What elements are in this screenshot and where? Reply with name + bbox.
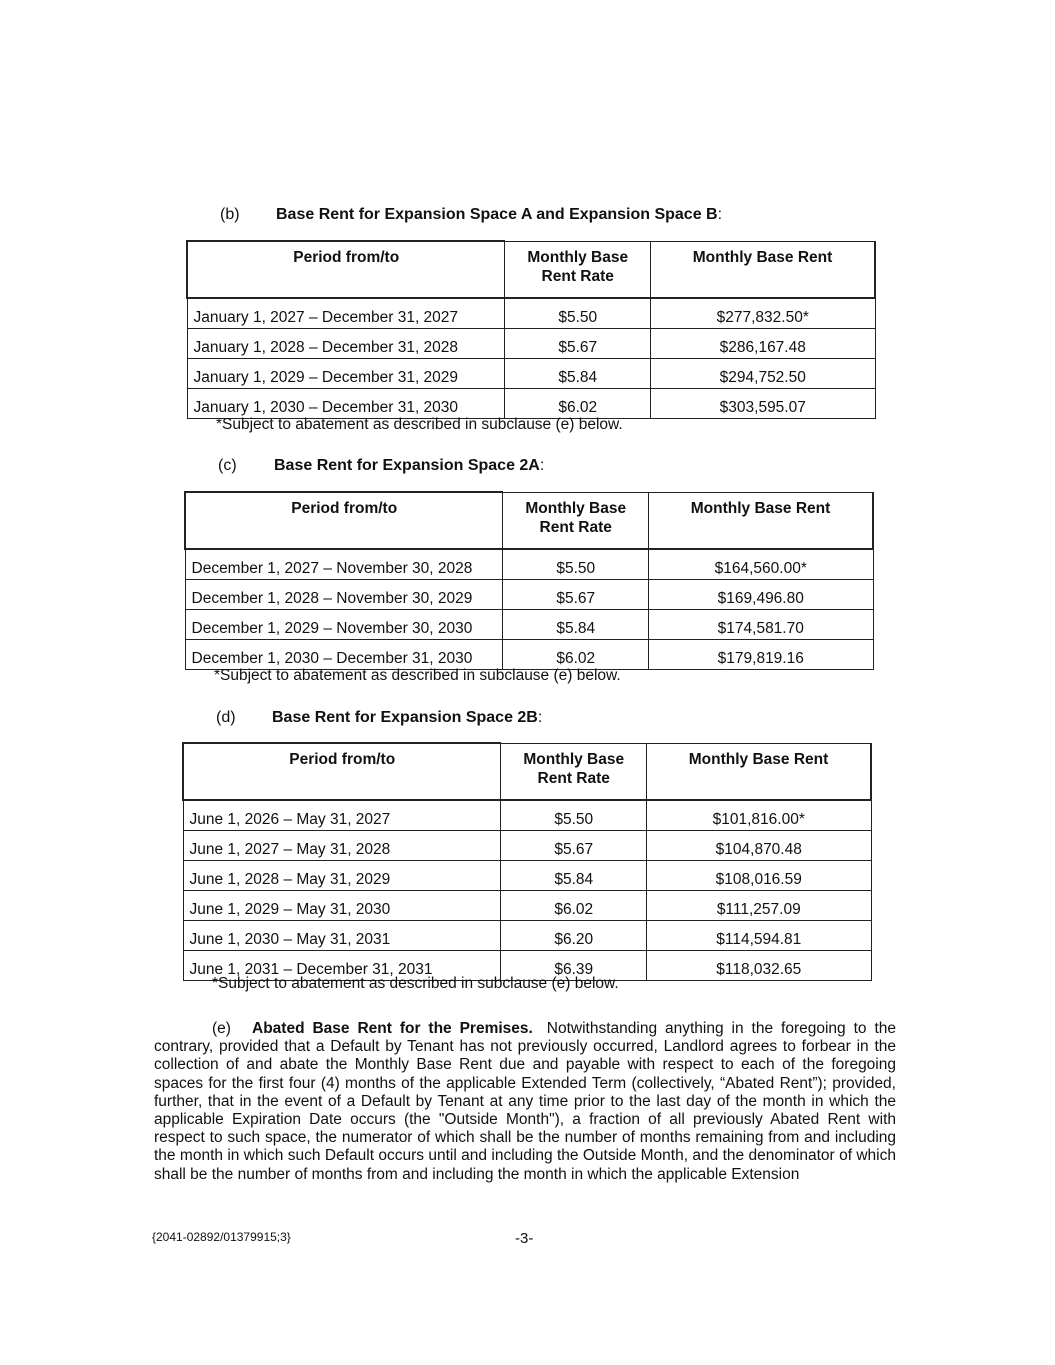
rate-cell: $6.02	[501, 891, 647, 921]
rent-cell: $174,581.70	[649, 610, 873, 640]
table-row	[185, 549, 873, 580]
table-row	[185, 580, 873, 610]
table-row	[183, 800, 871, 831]
section-title: Base Rent for Expansion Space 2B	[272, 709, 538, 726]
rent-cell: $277,832.50*	[651, 298, 875, 329]
rate-header-line2: Rent Rate	[539, 518, 612, 536]
rent-cell: $111,257.09	[647, 891, 871, 921]
rate-header	[505, 241, 651, 298]
section-c-heading	[218, 457, 544, 475]
abatement-note: *Subject to abatement as described in subclause (e) below.	[212, 975, 619, 992]
rent-header: Monthly Base Rent	[651, 241, 875, 298]
rate-cell: $5.50	[503, 549, 649, 580]
section-letter: (d)	[216, 709, 236, 726]
rate-cell: $5.50	[501, 800, 647, 831]
paragraph-e	[154, 1020, 896, 1184]
period-cell: June 1, 2030 – May 31, 2031	[183, 921, 501, 951]
period-cell: June 1, 2026 – May 31, 2027	[183, 800, 501, 831]
period-header: Period from/to	[187, 241, 505, 298]
table-row	[183, 921, 871, 951]
rate-cell: $6.02	[505, 389, 651, 419]
table-header-row	[187, 241, 875, 298]
table-row	[183, 831, 871, 861]
rate-cell: $6.20	[501, 921, 647, 951]
period-header: Period from/to	[183, 743, 501, 800]
rent-table-c	[184, 491, 874, 670]
rate-header	[501, 743, 647, 800]
abatement-note: *Subject to abatement as described in subclause (e) below.	[214, 667, 621, 684]
table-row	[185, 640, 873, 670]
table-row	[187, 329, 875, 359]
rent-cell: $286,167.48	[651, 329, 875, 359]
rate-cell: $5.84	[501, 861, 647, 891]
rent-cell: $303,595.07	[651, 389, 875, 419]
paragraph-label: (e)	[212, 1020, 231, 1037]
rent-cell: $164,560.00*	[649, 549, 873, 580]
rate-header-line2: Rent Rate	[541, 267, 614, 285]
rent-table-b	[186, 240, 876, 419]
rent-cell: $108,016.59	[647, 861, 871, 891]
rent-cell: $118,032.65	[647, 951, 871, 981]
rent-cell: $179,819.16	[649, 640, 873, 670]
rent-table-d	[182, 742, 872, 981]
period-cell: June 1, 2028 – May 31, 2029	[183, 861, 501, 891]
page-number: -3-	[515, 1230, 534, 1247]
rate-cell: $5.67	[505, 329, 651, 359]
rent-cell: $104,870.48	[647, 831, 871, 861]
rate-cell: $6.02	[503, 640, 649, 670]
table-row	[187, 359, 875, 389]
table-row	[187, 389, 875, 419]
period-cell: December 1, 2027 – November 30, 2028	[185, 549, 503, 580]
paragraph-title: Abated Base Rent for the Premises.	[252, 1020, 533, 1037]
period-cell: January 1, 2027 – December 31, 2027	[187, 298, 505, 329]
table-row	[183, 861, 871, 891]
section-title: Base Rent for Expansion Space A and Expansion Space B	[276, 206, 718, 223]
rate-cell: $5.84	[505, 359, 651, 389]
document-id: {2041-02892/01379915;3}	[152, 1230, 291, 1244]
period-cell: January 1, 2028 – December 31, 2028	[187, 329, 505, 359]
period-cell: June 1, 2027 – May 31, 2028	[183, 831, 501, 861]
section-b-heading	[220, 206, 722, 224]
table-header-row	[185, 492, 873, 549]
section-letter: (b)	[220, 206, 240, 223]
rate-header-line1: Monthly Base	[527, 248, 629, 266]
rate-cell: $5.67	[501, 831, 647, 861]
rent-cell: $169,496.80	[649, 580, 873, 610]
rate-header-line1: Monthly Base	[525, 499, 627, 517]
section-punct: :	[539, 457, 545, 474]
rent-cell: $114,594.81	[647, 921, 871, 951]
rate-cell: $6.39	[501, 951, 647, 981]
rate-header-line2: Rent Rate	[537, 769, 610, 787]
section-letter: (c)	[218, 457, 237, 474]
period-cell: June 1, 2029 – May 31, 2030	[183, 891, 501, 921]
period-cell: June 1, 2031 – December 31, 2031	[183, 951, 501, 981]
rent-cell: $101,816.00*	[647, 800, 871, 831]
rent-cell: $294,752.50	[651, 359, 875, 389]
period-cell: January 1, 2029 – December 31, 2029	[187, 359, 505, 389]
table-row	[183, 891, 871, 921]
rate-header-line1: Monthly Base	[523, 750, 625, 768]
section-d-heading	[216, 709, 542, 727]
rent-header: Monthly Base Rent	[647, 743, 871, 800]
section-title: Base Rent for Expansion Space 2A	[274, 457, 540, 474]
period-cell: December 1, 2028 – November 30, 2029	[185, 580, 503, 610]
paragraph-text: Notwithstanding anything in the foregoing to the contrary, provided that a Default by Tenant has not previously occurred, Landlord agrees to forbear in the collection of and abate the Monthly Base Rent due and payable with respect to each of the foregoing spaces for the first four (4) months of the applicable Extended Term (collectively, “Abated Rent”); provided, further, that in the event of a Default by Tenant at any time prior to the last day of the month in which the applicable Expiration Date occurs (the "Outside Month"), a fraction of all previously Abated Rent with respect to such space, the numerator of which shall be the number of months remaining from and including the month in which such Default occurs until and including the Outside Month, and the denominator of which shall be the number of months from and including the month in which the applicable Extension	[154, 1020, 896, 1183]
abatement-note: *Subject to abatement as described in subclause (e) below.	[216, 416, 623, 433]
period-cell: December 1, 2029 – November 30, 2030	[185, 610, 503, 640]
rate-header	[503, 492, 649, 549]
period-header: Period from/to	[185, 492, 503, 549]
rate-cell: $5.84	[503, 610, 649, 640]
table-header-row	[183, 743, 871, 800]
period-cell: January 1, 2030 – December 31, 2030	[187, 389, 505, 419]
rent-header: Monthly Base Rent	[649, 492, 873, 549]
section-punct: :	[717, 206, 723, 223]
table-row	[187, 298, 875, 329]
table-row	[185, 610, 873, 640]
rate-cell: $5.67	[503, 580, 649, 610]
period-cell: December 1, 2030 – December 31, 2030	[185, 640, 503, 670]
section-punct: :	[537, 709, 543, 726]
rate-cell: $5.50	[505, 298, 651, 329]
